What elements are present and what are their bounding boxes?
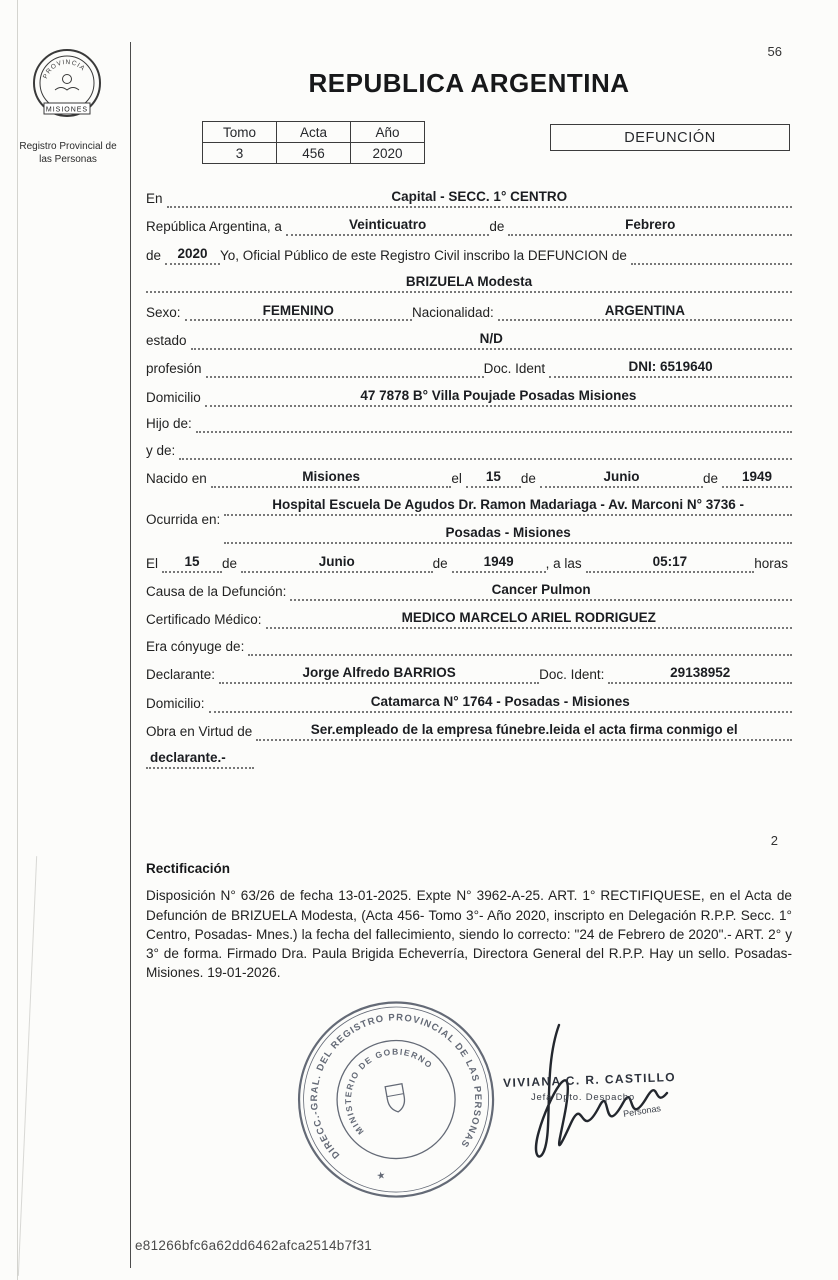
province-seal-icon: [28, 46, 106, 122]
field-label: y de:: [146, 442, 176, 458]
value-nacionalidad: ARGENTINA: [498, 303, 792, 322]
document-title: REPUBLICA ARGENTINA: [308, 68, 630, 98]
section-page-number: 2: [770, 833, 778, 848]
field-label: Nacionalidad:: [411, 304, 494, 320]
record-value-anio: 2020: [351, 143, 425, 164]
row-obra-line1: [146, 722, 792, 741]
value-birth-month: Junio: [540, 469, 703, 488]
certificate-form: [146, 189, 792, 769]
value-place-of-death-line2: Posadas - Misiones: [224, 525, 792, 544]
value-capacity-line1: Ser.empleado de la empresa fúnebre.leida el acta firma conmigo el: [256, 722, 792, 741]
svg-text:MINISTERIO DE GOBIERNO: [335, 1039, 446, 1138]
value-deceased-name: BRIZUELA Modesta: [146, 274, 792, 293]
value-declarant-doc: 29138952: [608, 665, 792, 684]
field-label: Domicilio: [146, 389, 201, 405]
record-value-tomo: 3: [203, 143, 277, 164]
field-label: Certificado Médico:: [146, 612, 262, 628]
value-declarant-address: Catamarca N° 1764 - Posadas - Misiones: [209, 694, 792, 713]
registry-caption: [4, 140, 132, 166]
static-registrar-text: Yo, Oficial Público de este Registro Civil inscribo la DEFUNCION de: [220, 247, 627, 263]
stamp-shield-divider: [387, 1093, 404, 1096]
signature-office: Personas: [622, 1102, 662, 1119]
row-declarante: [146, 665, 792, 684]
signature-block: [503, 1011, 718, 1176]
value-sexo: FEMENINO: [185, 303, 412, 322]
value-death-month: Junio: [241, 554, 433, 573]
field-label: Hijo de:: [146, 416, 192, 432]
seal-water-icon: [55, 88, 79, 91]
row-ocurrida: [146, 497, 792, 544]
row-estado: [146, 331, 792, 350]
field-label: Declarante:: [146, 667, 216, 683]
row-certificado: [146, 610, 792, 629]
value-profesion: [206, 361, 484, 378]
value-month: Febrero: [508, 217, 792, 236]
document-hash: e81266bfc6a62dd6462afca2514b7f31: [135, 1238, 373, 1253]
row-en: [146, 189, 792, 208]
value-certifying-doctor: MEDICO MARCELO ARIEL RODRIGUEZ: [266, 610, 792, 629]
stamp-outer-text: DIRECC.-GRAL. DEL REGISTRO PROVINCIAL DE LAS PERSONAS: [309, 1012, 484, 1161]
value-birth-place: Misiones: [211, 469, 452, 488]
field-label: , a las: [545, 555, 582, 571]
value-death-time: 05:17: [586, 554, 755, 573]
value-cause-of-death: Cancer Pulmon: [290, 582, 792, 601]
signature-name: VIVIANA C. R. CASTILLO: [502, 1069, 677, 1090]
seal-banner-text: MISIONES: [45, 106, 89, 114]
field-label: estado: [146, 332, 187, 348]
scan-artifact-line: [18, 856, 37, 1276]
stamp-inner-text: MINISTERIO DE GOBIERNO: [343, 1046, 435, 1137]
value-death-day: 15: [162, 554, 222, 573]
field-label: Doc. Ident:: [539, 667, 605, 683]
row-profesion: [146, 359, 792, 378]
value-place-of-death-line1: Hospital Escuela De Agudos Dr. Ramon Madariaga - Av. Marconi N° 3736 -: [224, 497, 792, 516]
value-birth-year: 1949: [722, 469, 792, 488]
seal-sun-icon: [63, 75, 72, 84]
value-birth-day: 15: [466, 469, 521, 488]
registry-caption-line1: Registro Provincial de: [19, 141, 117, 152]
seal-arc-text: PROVINCIA: [42, 58, 87, 80]
field-label: Obra en Virtud de: [146, 724, 253, 739]
row-sexo-nacionalidad: [146, 303, 792, 322]
margin-rule: [130, 42, 131, 1268]
field-label: El: [146, 555, 159, 571]
field-label: Sexo:: [146, 304, 181, 320]
row-nacido: [146, 469, 792, 488]
stamp-signature-area: [146, 997, 792, 1207]
field-label: de: [222, 555, 238, 571]
value-death-year: 1949: [452, 554, 546, 573]
row-fecha-acta: [146, 217, 792, 236]
field-label: En: [146, 191, 163, 206]
scan-edge-line: [17, 0, 18, 1280]
value-declarant-name: Jorge Alfredo BARRIOS: [219, 665, 539, 684]
field-label: de: [702, 471, 718, 486]
value-capacity-line2: declarante.-: [146, 750, 254, 769]
row-y-de: [146, 443, 792, 460]
record-reference-table: [202, 121, 425, 164]
rectification-body: Disposición N° 63/26 de fecha 13-01-2025. Expte N° 3962-A-25. ART. 1° RECTIFIQUESE, en el Acta de Defunción de BRIZUELA Modesta, (Acta 456- Tomo 3°- Año 2020, inscripto en Delegación R.P.P. Secc. 1° Centro, Posadas- Mnes.) la fecha del fallecimiento, siendo lo correcto: "24 de Febrero de 2020".- ART. 2° y 3° de forma. Firmado Dra. Paula Brigida Echeverría, Directora General del R.P.P. Hay un sello. Posadas- Misiones. 19-01-2026.: [146, 888, 792, 981]
page-number: 56: [767, 44, 782, 59]
field-label: de: [520, 471, 536, 486]
registry-stamp: [277, 981, 515, 1223]
value-day-word: Veinticuatro: [286, 217, 490, 236]
field-label: Causa de la Defunción:: [146, 584, 287, 599]
row-fallecimiento: [146, 554, 792, 573]
field-label: Ocurrida en:: [146, 512, 221, 528]
record-header-acta: Acta: [277, 122, 351, 143]
record-header-anio: Año: [351, 122, 425, 143]
field-label: Era cónyuge de:: [146, 638, 245, 654]
svg-text:PROVINCIA: [42, 59, 86, 80]
value-domicilio: 47 7878 B° Villa Poujade Posadas Misiones: [205, 388, 792, 407]
row-anio: [146, 246, 792, 265]
field-label: de: [432, 555, 448, 571]
header-row: [146, 121, 792, 171]
field-label: de: [489, 219, 505, 235]
signature-role: Jefa Dpto. Despacho: [531, 1091, 635, 1103]
field-label: horas: [754, 555, 788, 571]
registry-stamp-icon: [277, 981, 514, 1218]
row-hijo-de: [146, 416, 792, 433]
rectification-heading: Rectificación: [146, 861, 231, 877]
field-label: Domicilio:: [146, 695, 205, 711]
row-conyuge: [146, 639, 792, 656]
row-obra-line2: [146, 750, 792, 769]
field-label: profesión: [146, 361, 202, 377]
field-label: el: [451, 471, 462, 486]
province-seal-logo: [28, 46, 106, 127]
row-domicilio: [146, 388, 792, 407]
record-value-acta: 456: [277, 143, 351, 164]
stamp-star: ★: [375, 1169, 387, 1183]
registry-caption-line2: las Personas: [39, 154, 97, 165]
svg-text:DIRECC.-GRAL. DEL REGISTRO PRO: [295, 998, 492, 1175]
value-spouse: [248, 639, 792, 656]
value-office: Capital - SECC. 1° CENTRO: [167, 189, 792, 208]
stamp-shield-icon: [385, 1084, 406, 1114]
value-empty-fill: [631, 248, 792, 265]
value-y-de: [179, 443, 792, 460]
value-year: 2020: [165, 246, 220, 265]
field-label: Doc. Ident: [483, 361, 546, 377]
row-nombre: [146, 274, 792, 293]
value-hijo-de: [196, 416, 792, 433]
field-label: República Argentina, a: [146, 219, 282, 235]
field-label: de: [146, 247, 162, 263]
value-doc-ident: DNI: 6519640: [549, 359, 792, 378]
document-content: [146, 40, 792, 1207]
row-domicilio-declarante: [146, 694, 792, 713]
value-estado: N/D: [191, 331, 792, 350]
field-label: Nacido en: [146, 471, 207, 486]
record-header-tomo: Tomo: [203, 122, 277, 143]
row-causa: [146, 582, 792, 601]
act-type-box: DEFUNCIÓN: [550, 124, 790, 151]
